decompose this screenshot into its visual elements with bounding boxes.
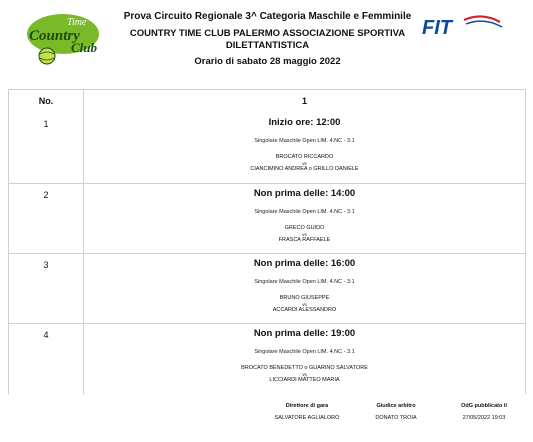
match-player-1: BROCATO RICCARDO: [275, 154, 334, 160]
table-row: [9, 253, 525, 324]
fit-logo: [420, 14, 506, 40]
header-no: No.: [9, 90, 84, 113]
match-player-2: CIANCIMINO ANDREA o GRILLO DANIELE: [250, 166, 359, 172]
director-value: SALVATORE AGLIALORO: [274, 415, 340, 421]
published-label: OdG pubblicato il: [461, 403, 507, 409]
director-block: [262, 402, 352, 422]
referee-block: [358, 402, 434, 422]
signature-footer: [0, 402, 533, 442]
match-time: Non prima delle: 14:00: [253, 188, 356, 199]
country-time-club-logo: [25, 10, 103, 66]
table-header-row: [9, 90, 525, 113]
club-logo-club: Club: [71, 40, 98, 55]
table-row: [9, 113, 525, 183]
order-of-play-table: [8, 89, 526, 394]
match-event: Singolare Maschile Open LIM. 4.NC - 3.1: [254, 209, 355, 215]
row-number: 4: [9, 324, 84, 394]
club-name: [110, 28, 425, 51]
table-row: [9, 323, 525, 394]
tournament-title: Prova Circuito Regionale 3^ Categoria Maschile e Femminile: [123, 11, 412, 22]
referee-label: Giudice arbitro: [376, 403, 416, 409]
match-time: Inizio ore: 12:00: [268, 117, 341, 128]
club-logo-country: Country: [29, 28, 80, 44]
match-player-2: ACCARDI ALESSANDRO: [272, 307, 337, 313]
match-time: Non prima delle: 19:00: [253, 328, 356, 339]
match-cell: [84, 324, 525, 394]
match-vs: vs: [302, 161, 307, 166]
club-name-line-2: DILETTANTISTICA: [225, 39, 310, 51]
table-row: [9, 183, 525, 254]
club-logo-time: Time: [67, 17, 87, 28]
published-block: [444, 402, 524, 422]
match-event: Singolare Maschile Open LIM. 4.NC - 3.1: [254, 138, 355, 144]
header-court-1: 1: [301, 96, 307, 106]
referee-value: DONATO TROIA: [375, 415, 417, 421]
match-event: Singolare Maschile Open LIM. 4.NC - 3.1: [254, 349, 355, 355]
row-number: 1: [9, 113, 84, 183]
row-number: 2: [9, 184, 84, 254]
match-player-2: LICCIARDI MATTEO MARIA: [269, 377, 340, 383]
director-label: Direttore di gara: [285, 403, 329, 409]
match-cell: [84, 113, 525, 183]
match-event: Singolare Maschile Open LIM. 4.NC - 3.1: [254, 279, 355, 285]
document-header: [110, 10, 425, 68]
match-player-1: BRUNO GIUSEPPE: [279, 295, 330, 301]
match-player-2: FRASCA RAFFAELE: [278, 237, 331, 243]
club-name-line-1: COUNTRY TIME CLUB PALERMO ASSOCIAZIONE SPORTIVA: [129, 28, 406, 39]
match-vs: vs: [302, 232, 307, 237]
match-time: Non prima delle: 16:00: [253, 258, 356, 269]
row-number: 3: [9, 254, 84, 324]
schedule-date: Orario di sabato 28 maggio 2022: [194, 56, 341, 67]
fit-logo-text: FIT: [422, 17, 452, 39]
match-player-1: BROCATO BENEDETTO o GUARINO SALVATORE: [241, 365, 368, 371]
match-vs: vs: [302, 372, 307, 377]
match-cell: [84, 184, 525, 254]
match-vs: vs: [302, 302, 307, 307]
match-cell: [84, 254, 525, 324]
published-value: 27/05/2022 19:03: [462, 415, 506, 421]
match-player-1: GRECO GUIDO: [284, 225, 325, 231]
